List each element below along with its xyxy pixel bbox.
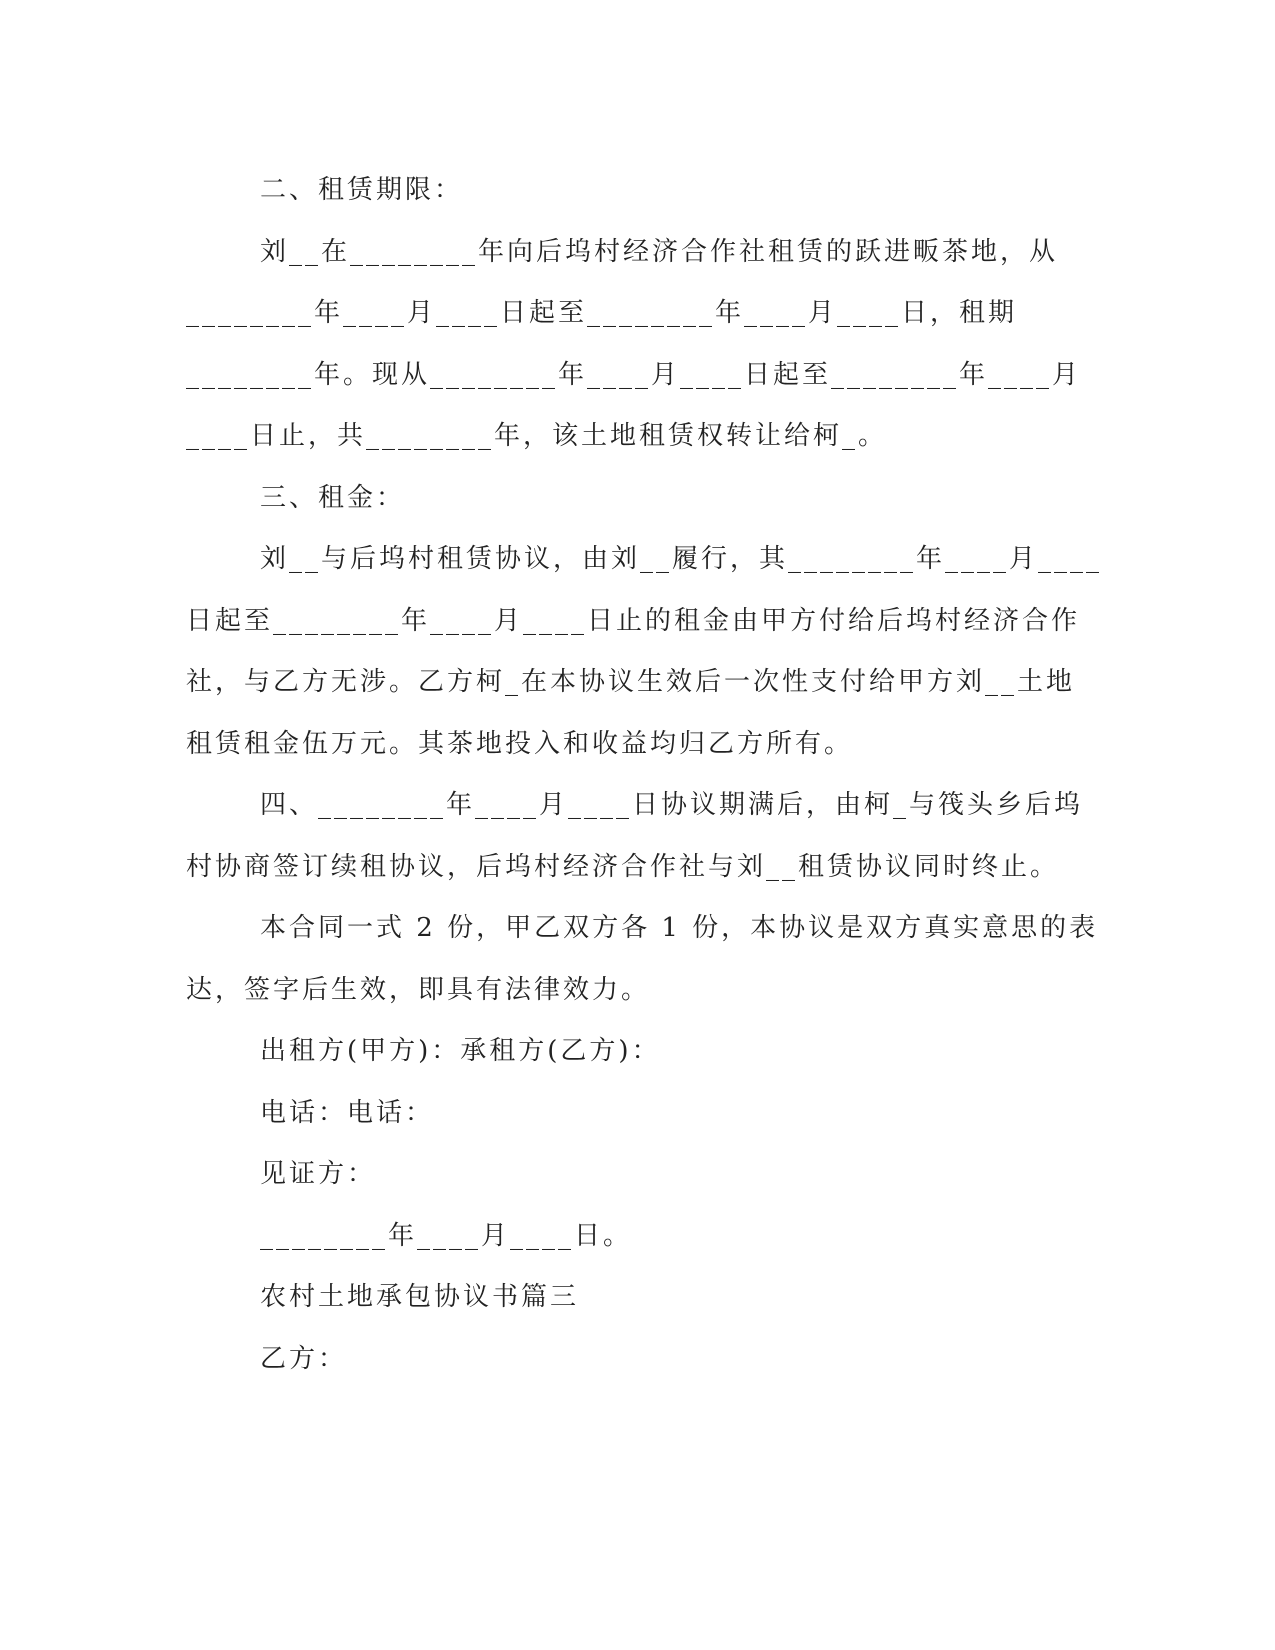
date-line: ________年____月____日。 xyxy=(260,1220,633,1251)
section-rent-heading: 三、租金： xyxy=(260,482,406,513)
next-section-title: 农村土地承包协议书篇三 xyxy=(260,1282,580,1312)
phone-fields: 电话：电话： xyxy=(260,1097,435,1128)
witness-field: 见证方： xyxy=(260,1159,377,1189)
rent-line-4: 租赁租金伍万元。其茶地投入和收益均归乙方所有。 xyxy=(186,728,854,759)
term-line-1: 刘__在________年向后坞村经济合作社租赁的跃进畈茶地，从 xyxy=(260,236,1059,267)
copies-line-2: 达，签字后生效，即具有法律效力。 xyxy=(186,974,651,1005)
signature-parties: 出租方(甲方)：承租方(乙方)： xyxy=(260,1036,661,1066)
party-b-label: 乙方： xyxy=(260,1343,348,1374)
term-line-4: ____日止，共________年，该土地租赁权转让给柯_。 xyxy=(186,421,888,451)
rent-line-3: 社，与乙方无涉。乙方柯_在本协议生效后一次性支付给甲方刘__土地 xyxy=(186,667,1076,697)
copies-line-1: 本合同一式 2 份，甲乙双方各 1 份，本协议是双方真实意思的表 xyxy=(260,913,1099,943)
rent-line-2: 日起至________年____月____日止的租金由甲方付给后坞村经济合作 xyxy=(186,605,1081,636)
rent-line-1: 刘__与后坞村租赁协议，由刘__履行，其________年____月____ xyxy=(260,544,1103,574)
document-body xyxy=(186,160,1103,1390)
section-term-heading: 二、租赁期限： xyxy=(260,175,464,205)
renewal-line-2: 村协商签订续租协议，后坞村经济合作社与刘__租赁协议同时终止。 xyxy=(186,851,1060,882)
renewal-line-1: 四、________年____月____日协议期满后，由柯_与筏头乡后坞 xyxy=(260,790,1084,820)
term-line-3: ________年。现从________年____月____日起至________年____月 xyxy=(186,359,1082,390)
term-line-2: ________年____月____日起至________年____月____日，租期 xyxy=(186,298,1018,328)
